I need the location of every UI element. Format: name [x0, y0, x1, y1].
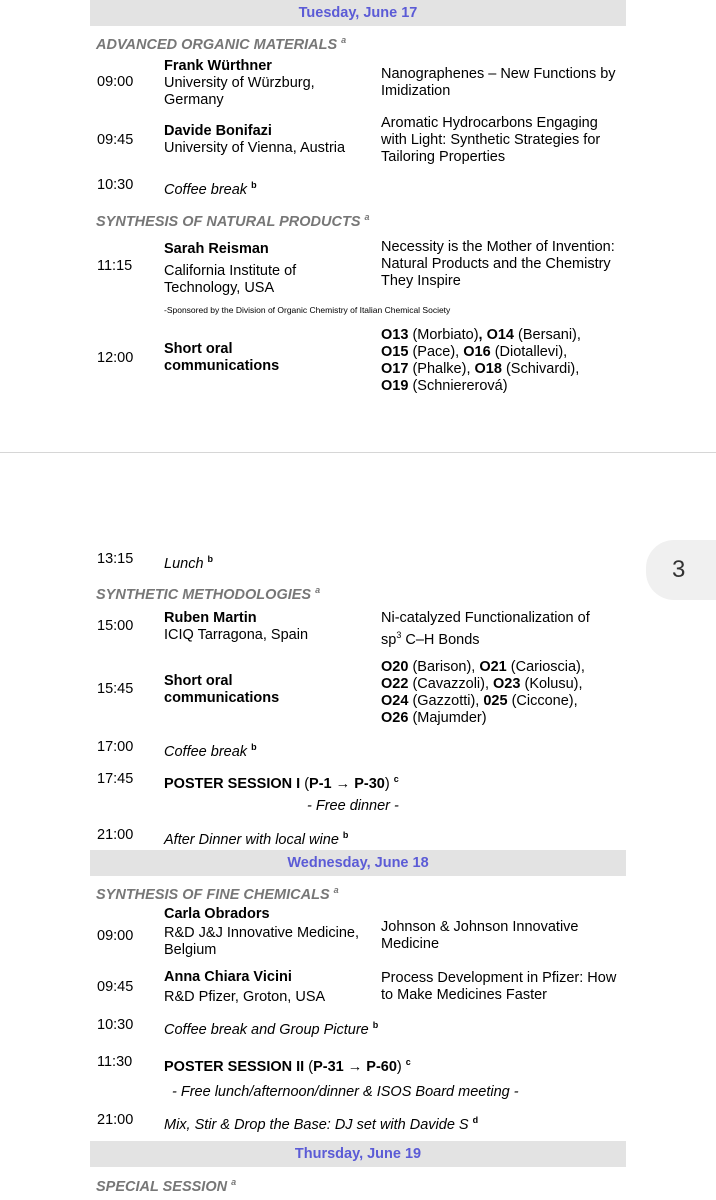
time: 15:00	[97, 618, 134, 634]
speaker-affiliation: ICIQ Tarragona, Spain	[164, 627, 309, 643]
talk-title: Ni-catalyzed Functionalization of $sp^3$ C–H Bonds	[381, 610, 590, 648]
speaker-name: Sarah Reisman	[164, 241, 269, 257]
speaker-name: Anna Chiara Vicini	[164, 969, 292, 985]
poster-session: POSTER SESSION I (P-1 → P-30) $^c$	[164, 774, 399, 792]
talk-title: Process Development in Pfizer: How to Make Medicines Faster	[381, 970, 617, 1003]
speaker-affiliation: California Institute of Technology, USA	[164, 263, 297, 296]
oral-list: O13 (Morbiato), O14 (Bersani), O15 (Pace), O16 (Diotallevi), O17 (Phalke), O18 (Schivardi), O19 (Schniererová)	[381, 327, 581, 394]
time: 17:45	[97, 771, 134, 787]
speaker-affiliation: R&D Pfizer, Groton, USA	[164, 989, 326, 1005]
break-item: Lunch $^b$	[164, 554, 214, 572]
break-item: Coffee break and Group Picture $^b$	[164, 1020, 379, 1038]
day-header-wednesday: Wednesday, June 18	[90, 850, 626, 876]
speaker-name: Ruben Martin	[164, 610, 257, 626]
oral-list: O20 (Barison), O21 (Carioscia), O22 (Cavazzoli), O23 (Kolusu), O24 (Gazzotti), 025 (Ciccone), O26 (Majumder)	[381, 659, 585, 726]
break-item: Mix, Stir & Drop the Base: DJ set with Davide S $^d$	[164, 1115, 479, 1133]
speaker-affiliation: R&D J&J Innovative Medicine, Belgium	[164, 925, 360, 958]
talk-title: Necessity is the Mother of Invention: Natural Products and the Chemistry They Inspire	[381, 239, 615, 289]
speaker-affiliation: University of Vienna, Austria	[164, 140, 346, 156]
time: 13:15	[97, 551, 134, 567]
time: 09:00	[97, 74, 134, 90]
day-header-tuesday: Tuesday, June 17	[90, 0, 626, 26]
speaker-name: Frank Würthner	[164, 58, 272, 74]
time: 09:45	[97, 979, 134, 995]
break-item: Coffee break $^b$	[164, 180, 257, 198]
talk-title: Nanographenes – New Functions by Imidization	[381, 66, 616, 99]
poster-session: POSTER SESSION II (P-31 → P-60) $^c$	[164, 1057, 411, 1075]
speaker-name: Davide Bonifazi	[164, 123, 272, 139]
time: 17:00	[97, 739, 134, 755]
speaker	[164, 906, 376, 959]
speaker	[164, 241, 376, 297]
time: 21:00	[97, 1112, 134, 1128]
time: 11:15	[97, 258, 133, 274]
page-number-badge: 3	[646, 540, 716, 600]
page-separator	[0, 452, 716, 453]
sponsor-note: -Sponsored by the Division of Organic Chemistry of Italian Chemical Society	[164, 305, 451, 315]
time: 21:00	[97, 827, 134, 843]
free-lunch-note: - Free lunch/afternoon/dinner & ISOS Board meeting -	[172, 1084, 519, 1100]
time: 09:45	[97, 132, 134, 148]
break-item: After Dinner with local wine $^b$	[164, 830, 349, 848]
short-oral-label: Short oral communications	[164, 673, 280, 706]
talk-title: Johnson & Johnson Innovative Medicine	[381, 919, 579, 952]
time: 11:30	[97, 1054, 133, 1070]
speaker	[164, 58, 376, 109]
session-title: SPECIAL SESSION $^a$	[96, 1177, 237, 1195]
session-title: SYNTHESIS OF NATURAL PRODUCTS $^a$	[96, 212, 370, 230]
time: 09:00	[97, 928, 134, 944]
time: 10:30	[97, 177, 134, 193]
session-title: SYNTHETIC METHODOLOGIES $^a$	[96, 585, 321, 603]
session-title: ADVANCED ORGANIC MATERIALS $^a$	[96, 35, 347, 53]
talk-title: Aromatic Hydrocarbons Engaging with Light: Synthetic Strategies for Tailoring Properties	[381, 115, 601, 165]
session-title: SYNTHESIS OF FINE CHEMICALS $^a$	[96, 885, 339, 903]
speaker-name: Carla Obradors	[164, 906, 270, 922]
day-header-thursday: Thursday, June 19	[90, 1141, 626, 1167]
break-item: Coffee break $^b$	[164, 742, 257, 760]
speaker	[164, 610, 376, 644]
speaker-affiliation: University of Würzburg, Germany	[164, 75, 315, 108]
time: 10:30	[97, 1017, 134, 1033]
short-oral-label: Short oral communications	[164, 341, 280, 374]
time: 12:00	[97, 350, 134, 366]
speaker	[164, 969, 376, 1006]
speaker	[164, 123, 376, 157]
free-dinner-note: - Free dinner -	[307, 798, 399, 814]
time: 15:45	[97, 681, 134, 697]
